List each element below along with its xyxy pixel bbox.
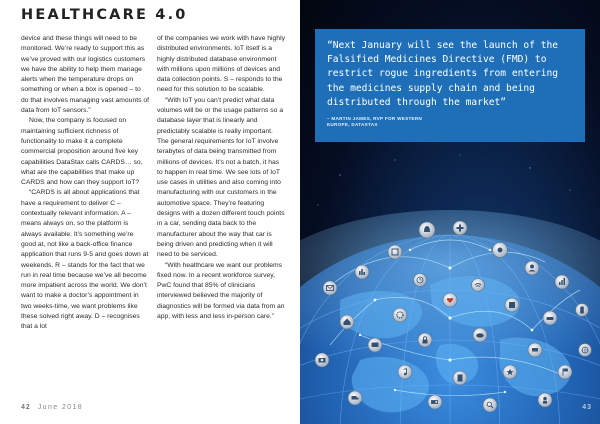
book-icon: [505, 298, 519, 312]
article-column-2: [157, 34, 285, 322]
globe-icon: [579, 344, 592, 357]
issue-date: June 2018: [37, 404, 84, 411]
cloud-icon: [473, 328, 487, 342]
gear-icon: [393, 308, 407, 322]
star-icon: [503, 365, 517, 379]
article-column-1: [21, 34, 149, 333]
section-title: HEALTHCARE 4.0: [21, 7, 188, 23]
search-icon: [483, 398, 497, 412]
clock-icon: [414, 274, 427, 287]
medicine-icon: [453, 221, 467, 235]
battery-icon: [428, 395, 442, 409]
pull-quote-box: [315, 29, 585, 142]
heart-icon: [443, 293, 457, 307]
left-folio: [21, 404, 83, 411]
pull-quote-attribution: – MARTIN JAMES, RVP FOR WESTERN EUROPE, DATASTAX: [327, 116, 423, 128]
truck-icon: [348, 391, 362, 405]
page-number: 43: [582, 404, 592, 411]
map-pin-icon: [493, 243, 508, 258]
paragraph: “With IoT you can’t predict what data volumes will be or the usage patterns so a database layer that is linearly and predictably scalable is really important. The general requirements for IoT involve terabytes of data being transmitted from millions of devices. It’s not a batch, it has to happen in real time. We see lots of IoT use cases in utilities and also coming into manufacturing with our customers in the automotive space. They’re featuring designs with a dozen different touch points in a car, sending data back to the manufacturer about the way that car is being driven and predicting when it will need to be serviced.: [157, 96, 285, 259]
paragraph: Now, the company is focused on maintaining sufficient richness of functionality to make it a complete commercial proposition around five key capabilities DataStax calls CARDS… so, what are the capabilities that make up CARDS and how can they support IoT?: [21, 117, 143, 187]
right-page: [300, 0, 600, 424]
mail-icon: [323, 281, 337, 295]
user-icon: [525, 261, 539, 275]
person-icon: [538, 393, 552, 407]
pull-quote-text: “Next January will see the launch of the Falsified Medicines Directive (FMD) to restrict rogue ingredients from entering the medicines supply chain and being distributed through the market”: [327, 40, 559, 108]
flag-icon: [558, 365, 572, 379]
music-icon: [398, 365, 412, 379]
paragraph: “With healthcare we want our problems fixed now. In a recent workforce survey, PwC found that 85% of clinicians interviewed believed the majority of diagnostics will be formed via data from an app, with less and less in-person care.”: [157, 261, 285, 321]
paragraph: device and these things will need to be monitored. We’re ready to support this as we’ve proved with our logistics customers we have the ability to help them manage alerts when the temperature drops on something or when a box is opened – to do that involves managing vast amounts of data from IoT sensors.”: [21, 35, 149, 115]
paragraph: of the companies we work with have highly distributed environments. IoT itself is a highly distributed database environment with millions upon millions of devices and data collection points. S – responds to the need for this solution to be scalable.: [157, 35, 285, 94]
home-icon: [340, 315, 354, 329]
wifi-icon: [472, 279, 485, 292]
cart-icon: [528, 343, 542, 357]
car-icon: [543, 311, 557, 325]
lock-icon: [418, 333, 432, 347]
bell-icon: [419, 222, 435, 238]
phone-icon: [576, 304, 589, 317]
page-number: 42: [21, 404, 31, 411]
chat-icon: [368, 338, 382, 352]
document-icon: [453, 371, 467, 385]
signal-icon: [555, 275, 569, 289]
star-field: [317, 155, 570, 206]
paragraph: “CARDS is all about applications that have a requirement to deliver C – contextually relevant information. A – means always on, so the platform is always available. It’s something we’re good at, not like a back-office finance application that runs 9-5 and goes down at weekends. R – stands for the fact that we run in real time because we’ve all become more impatient across the world. We don’t want to make a doctor’s appointment in two weeks-time, we want problems like these solved right away. D – recognises that a lot: [21, 189, 149, 331]
camera-icon: [315, 353, 329, 367]
calendar-icon: [388, 245, 402, 259]
bar-chart-icon: [355, 265, 369, 279]
